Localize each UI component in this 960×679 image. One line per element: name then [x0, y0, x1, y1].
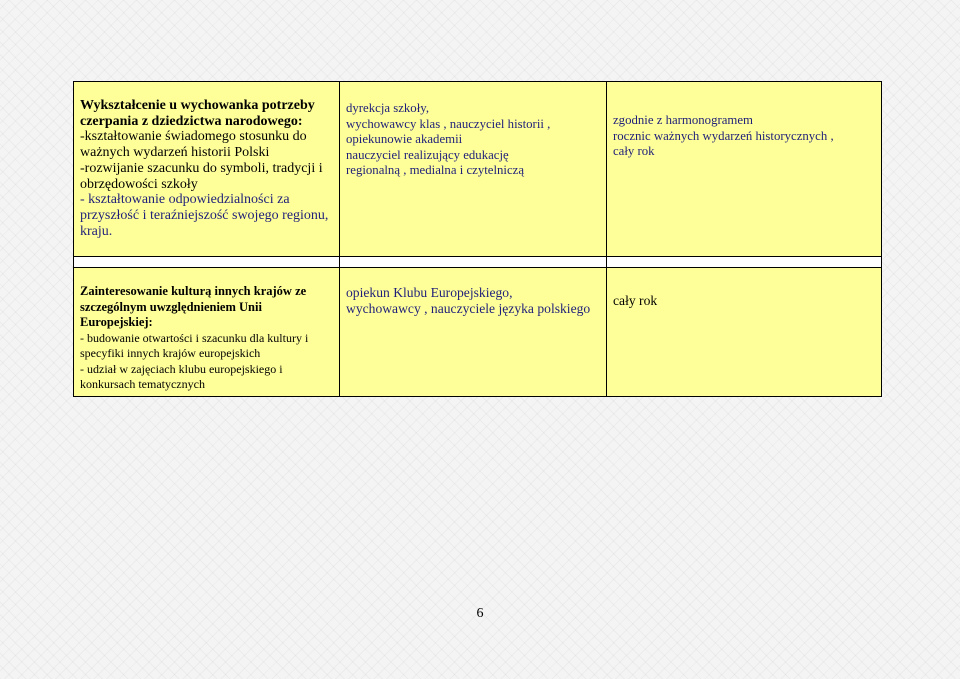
- table-spacer-row: [74, 257, 882, 268]
- goal-task-line: obrzędowości szkoły: [80, 176, 198, 192]
- responsible-cell: [340, 268, 607, 397]
- responsible-line: opiekunowie akademii: [346, 132, 463, 146]
- goal-title-line: czerpania z dziedzictwa narodowego:: [80, 113, 303, 129]
- goal-task-line: - udział w zajęciach klubu europejskiego i: [80, 361, 283, 376]
- responsible-line: dyrekcja szkoły,: [346, 101, 430, 115]
- page-number: 6: [476, 606, 484, 621]
- goal-task-line: ważnych wydarzeń historii Polski: [80, 145, 270, 161]
- goal-cell: [74, 82, 340, 257]
- timeline-line: cały rok: [613, 293, 658, 308]
- goal-title-line: Europejskiej:: [80, 315, 153, 329]
- responsible-line: nauczyciel realizujący edukację: [346, 147, 509, 162]
- responsible-cell: [340, 82, 607, 257]
- goal-title-line: Zainteresowanie kulturą innych krajów ze: [80, 284, 307, 298]
- goal-title-line: szczególnym uwzględnieniem Unii: [80, 299, 262, 314]
- table-row: [74, 82, 882, 257]
- goal-task-line: -rozwijanie szacunku do symboli, tradycji i: [80, 160, 323, 176]
- timeline-cell: [607, 82, 882, 257]
- goal-cell: [74, 268, 340, 397]
- spacer-cell: [607, 257, 882, 268]
- timeline-cell: [607, 268, 882, 397]
- spacer-cell: [74, 257, 340, 268]
- goal-task-line: kraju.: [80, 223, 113, 239]
- goal-task-line: przyszłość i teraźniejszość swojego regionu,: [80, 207, 329, 223]
- timeline-line: cały rok: [613, 144, 655, 158]
- goal-task-line: - budowanie otwartości i szacunku dla kultury i: [80, 330, 309, 345]
- table-row: [74, 268, 882, 397]
- goal-task-line: konkursach tematycznych: [80, 377, 205, 391]
- timeline-line: zgodnie z harmonogramem: [613, 113, 754, 127]
- responsible-line: regionalną , medialna i czytelniczą: [346, 163, 525, 177]
- goal-title-line: Wykształcenie u wychowanka potrzeby: [80, 98, 315, 113]
- responsible-line: wychowawcy klas , nauczyciel historii ,: [346, 116, 551, 131]
- responsible-line: wychowawcy , nauczyciele języka polskiego: [346, 301, 591, 316]
- spacer-cell: [340, 257, 607, 268]
- content-table: [73, 81, 882, 397]
- responsible-line: opiekun Klubu Europejskiego,: [346, 285, 513, 300]
- goal-task-line: -kształtowanie świadomego stosunku do: [80, 129, 307, 145]
- goal-task-line: - kształtowanie odpowiedzialności za: [80, 192, 290, 208]
- timeline-line: rocznic ważnych wydarzeń historycznych ,: [613, 128, 834, 143]
- goal-task-line: specyfiki innych krajów europejskich: [80, 346, 261, 360]
